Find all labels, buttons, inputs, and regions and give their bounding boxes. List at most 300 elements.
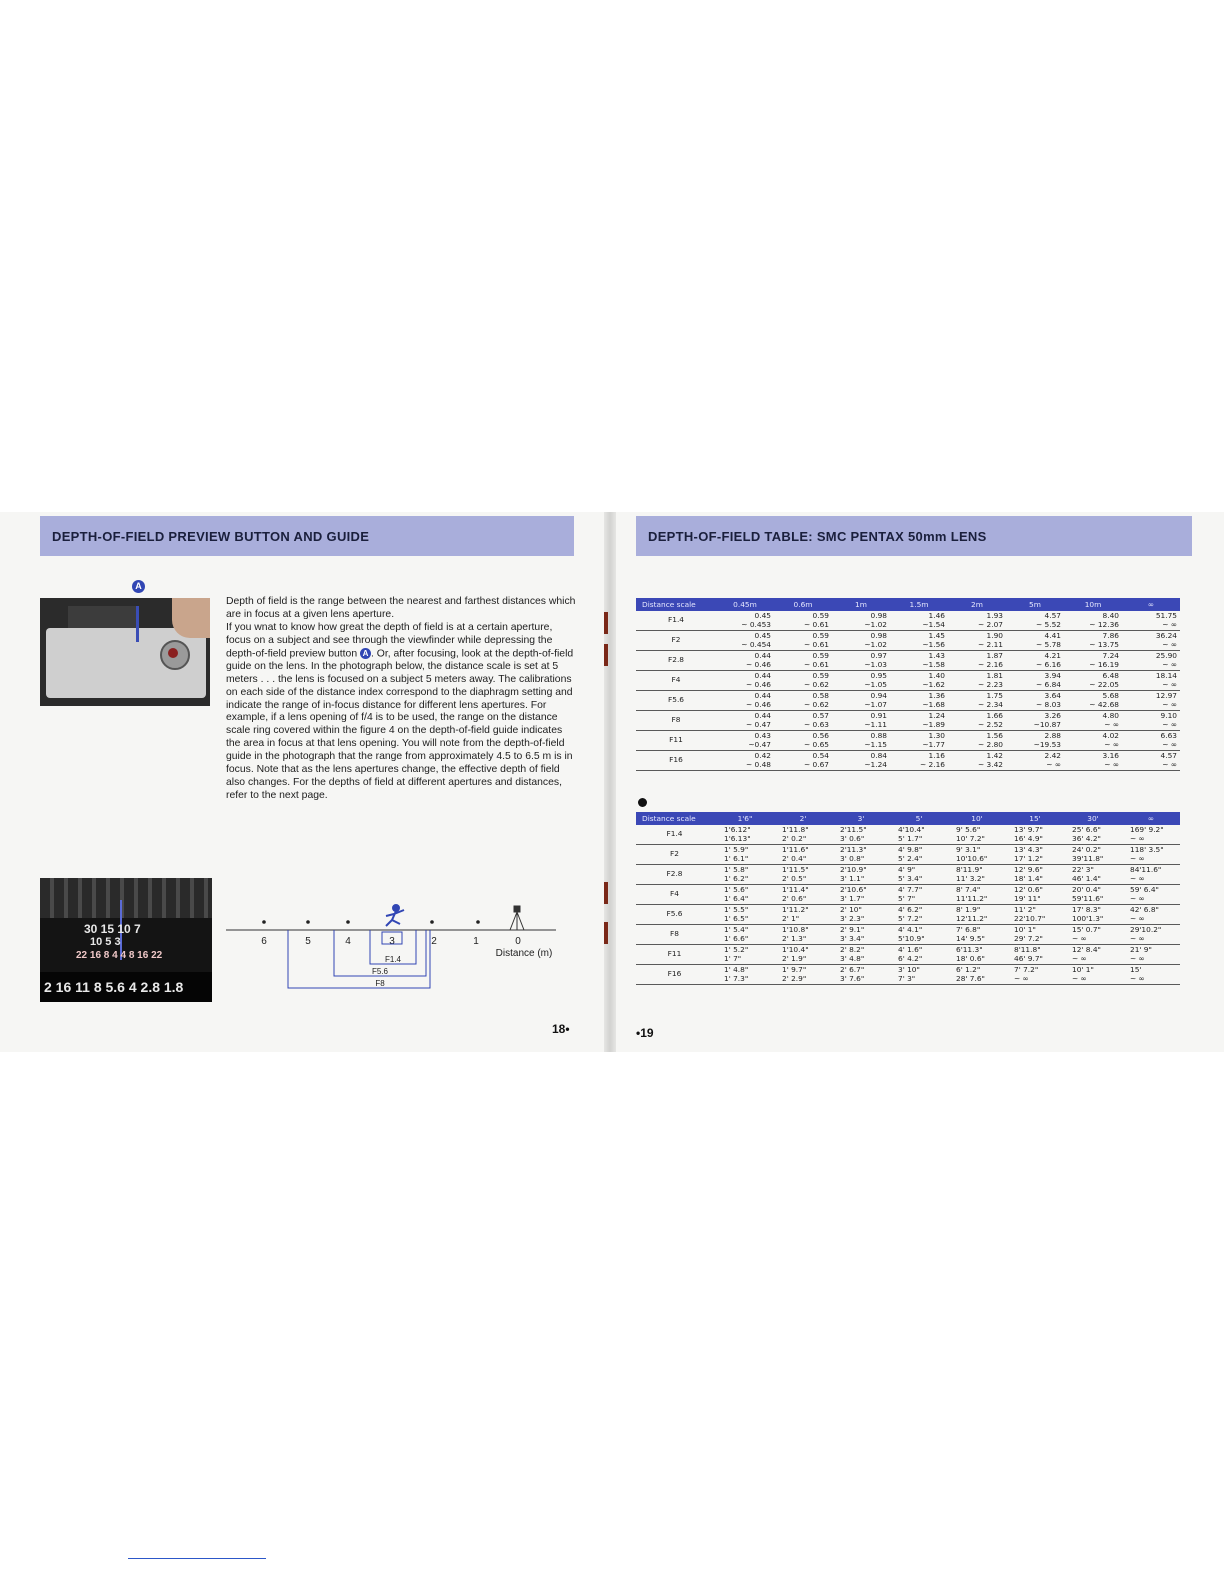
near-limit: 1.90: [986, 631, 1003, 640]
table-row: [636, 611, 1180, 631]
far-limit: ~ 8.03: [1036, 699, 1061, 709]
near-limit: 1' 4.8": [724, 965, 749, 974]
dof-range-cell: [890, 845, 948, 865]
near-limit: 1'11.4": [782, 885, 809, 894]
far-limit: ~ 0.46: [746, 679, 771, 689]
near-limit: 0.44: [754, 711, 771, 720]
far-limit: ~ 16.19: [1089, 659, 1119, 669]
dof-range-cell: [1064, 751, 1122, 771]
near-limit: 1'6.12": [724, 825, 751, 834]
far-limit: ~1.54: [922, 619, 945, 629]
lens-distance-meters: 10 5 3: [90, 936, 121, 948]
near-limit: 1' 5.8": [724, 865, 749, 874]
near-limit: 10' 1": [1072, 965, 1094, 974]
aperture-cell: F5.6: [636, 905, 716, 925]
dof-range-cell: [1006, 925, 1064, 945]
far-limit: 28' 7.6": [956, 973, 985, 983]
near-limit: 59' 6.4": [1130, 885, 1159, 894]
near-limit: 84'11.6": [1130, 865, 1162, 874]
near-limit: 1.56: [986, 731, 1003, 740]
near-limit: 1'11.6": [782, 845, 809, 854]
dof-range-cell: [1064, 865, 1122, 885]
near-limit: 7.86: [1102, 631, 1119, 640]
far-limit: ~ 0.453: [741, 619, 771, 629]
near-limit: 17' 8.3": [1072, 905, 1101, 914]
far-limit: ~ 0.48: [746, 759, 771, 769]
lens-scale-photo: [40, 878, 212, 1002]
far-limit: 1' 7": [724, 953, 742, 963]
dof-range-cell: [832, 885, 890, 905]
dof-range-cell: [1064, 905, 1122, 925]
far-limit: ~ ∞: [1130, 873, 1145, 883]
dof-range-cell: [1064, 925, 1122, 945]
column-header: 5m: [1006, 598, 1064, 611]
near-limit: 6' 1.2": [956, 965, 981, 974]
near-limit: 25' 6.6": [1072, 825, 1101, 834]
far-limit: 5' 7": [898, 893, 916, 903]
near-limit: 1.43: [928, 651, 945, 660]
body-text: [226, 596, 578, 803]
table-row: [636, 845, 1180, 865]
far-limit: ~ 3.42: [978, 759, 1003, 769]
near-limit: 0.59: [812, 631, 829, 640]
column-header: 5': [890, 812, 948, 825]
far-limit: ~ ∞: [1130, 853, 1145, 863]
far-limit: 5' 1.7": [898, 833, 923, 843]
dof-range-cell: [890, 965, 948, 985]
far-limit: ~ ∞: [1130, 953, 1145, 963]
table-row: [636, 905, 1180, 925]
near-limit: 4' 1.6": [898, 945, 923, 954]
near-limit: 0.45: [754, 631, 771, 640]
tick-label: 0: [515, 936, 521, 947]
far-limit: ~1.24: [864, 759, 887, 769]
far-limit: ~ ∞: [1046, 759, 1061, 769]
dof-range-cell: [948, 905, 1006, 925]
far-limit: ~ 2.07: [978, 619, 1003, 629]
far-limit: ~ 12.36: [1089, 619, 1119, 629]
dof-range-cell: [1006, 711, 1064, 731]
table-row: [636, 965, 1180, 985]
dof-range-cell: [1006, 945, 1064, 965]
far-limit: 2' 1.9": [782, 953, 807, 963]
dof-range-cell: [1064, 611, 1122, 631]
dof-range-cell: [1006, 671, 1064, 691]
near-limit: 0.44: [754, 651, 771, 660]
far-limit: 3' 1.7": [840, 893, 865, 903]
near-limit: 4' 6.2": [898, 905, 923, 914]
dof-range-cell: [716, 885, 774, 905]
dof-range-cell: [774, 671, 832, 691]
near-limit: 2' 9.1": [840, 925, 865, 934]
dof-range-cell: [1122, 945, 1180, 965]
dof-range-cell: [1064, 691, 1122, 711]
far-limit: ~ 5.52: [1036, 619, 1061, 629]
table-row: [636, 825, 1180, 845]
dof-range-cell: [890, 651, 948, 671]
near-limit: 5.68: [1102, 691, 1119, 700]
column-header: 2m: [948, 598, 1006, 611]
dof-range-cell: [948, 845, 1006, 865]
near-limit: 11' 2": [1014, 905, 1036, 914]
far-limit: 2' 2.9": [782, 973, 807, 983]
dof-range-cell: [774, 711, 832, 731]
dof-range-cell: [716, 651, 774, 671]
far-limit: 18' 1.4": [1014, 873, 1043, 883]
near-limit: 42' 6.8": [1130, 905, 1159, 914]
marker-a-icon: A: [360, 648, 371, 659]
near-limit: 4.57: [1160, 751, 1177, 760]
dof-range-cell: [716, 751, 774, 771]
near-limit: 4.57: [1044, 611, 1061, 620]
far-limit: 3' 0.6": [840, 833, 865, 843]
dof-range-cell: [774, 651, 832, 671]
near-limit: 2' 6.7": [840, 965, 865, 974]
table-row: [636, 671, 1180, 691]
near-limit: 1.75: [986, 691, 1003, 700]
dof-range-cell: [948, 751, 1006, 771]
aperture-cell: F1.4: [636, 825, 716, 845]
aperture-cell: F8: [636, 711, 716, 731]
near-limit: 2'11.5": [840, 825, 867, 834]
dof-range-cell: [1006, 751, 1064, 771]
dof-range-cell: [774, 825, 832, 845]
near-limit: 1.24: [928, 711, 945, 720]
aperture-cell: F11: [636, 945, 716, 965]
aperture-cell: F2.8: [636, 651, 716, 671]
far-limit: 2' 0.5": [782, 873, 807, 883]
dof-range-cell: [1064, 945, 1122, 965]
dof-range-cell: [1006, 651, 1064, 671]
far-limit: ~ 0.61: [804, 659, 829, 669]
tick-label: 3: [389, 936, 395, 947]
aperture-cell: F1.4: [636, 611, 716, 631]
near-limit: 4.41: [1044, 631, 1061, 640]
dof-range-cell: [832, 691, 890, 711]
aperture-cell: F4: [636, 671, 716, 691]
near-limit: 1' 5.9": [724, 845, 749, 854]
far-limit: ~ ∞: [1104, 739, 1119, 749]
distance-scale-header: Distance scale: [636, 812, 716, 825]
near-limit: 0.57: [812, 711, 829, 720]
far-limit: 2' 0.2": [782, 833, 807, 843]
dof-range-cell: [716, 611, 774, 631]
far-limit: ~19.53: [1033, 739, 1061, 749]
aperture-cell: F11: [636, 731, 716, 751]
aperture-cell: F16: [636, 965, 716, 985]
far-limit: ~ 2.34: [978, 699, 1003, 709]
dof-range-cell: [716, 671, 774, 691]
dof-range-cell: [716, 825, 774, 845]
dof-range-cell: [774, 751, 832, 771]
dof-range-cell: [890, 611, 948, 631]
far-limit: ~ 0.62: [804, 699, 829, 709]
near-limit: 8'11.8": [1014, 945, 1041, 954]
far-limit: ~1.77: [922, 739, 945, 749]
far-limit: ~ ∞: [1162, 739, 1177, 749]
far-limit: 1' 6.6": [724, 933, 749, 943]
dof-range-cell: [890, 825, 948, 845]
far-limit: 22'10.7": [1014, 913, 1046, 923]
dof-range-cell: [774, 691, 832, 711]
dof-range-cell: [1122, 825, 1180, 845]
left-page-title: DEPTH-OF-FIELD PREVIEW BUTTON AND GUIDE: [52, 528, 370, 544]
dof-range-cell: [1006, 905, 1064, 925]
far-limit: ~ ∞: [1162, 659, 1177, 669]
near-limit: 3' 10": [898, 965, 920, 974]
near-limit: 18.14: [1155, 671, 1177, 680]
dof-range-cell: [716, 945, 774, 965]
aperture-cell: F4: [636, 885, 716, 905]
far-limit: ~ 0.46: [746, 699, 771, 709]
near-limit: 2.42: [1044, 751, 1061, 760]
column-header: 1'6": [716, 812, 774, 825]
far-limit: 2' 0.6": [782, 893, 807, 903]
tick-dot: [430, 920, 434, 924]
dof-range-cell: [832, 925, 890, 945]
dof-range-cell: [1064, 631, 1122, 651]
far-limit: ~ 0.61: [804, 639, 829, 649]
dof-range-cell: [1122, 731, 1180, 751]
near-limit: 8' 1.9": [956, 905, 981, 914]
near-limit: 1.81: [986, 671, 1003, 680]
near-limit: 0.98: [870, 611, 887, 620]
dof-range-cell: [774, 885, 832, 905]
lens-aperture-ring: 2 16 11 8 5.6 4 2.8 1.8: [40, 972, 212, 1002]
aperture-cell: F2: [636, 631, 716, 651]
dof-range-cell: [1006, 885, 1064, 905]
dof-range-cell: [948, 825, 1006, 845]
table-row: [636, 711, 1180, 731]
column-header: 30': [1064, 812, 1122, 825]
far-limit: ~ 0.65: [804, 739, 829, 749]
dof-range-cell: [890, 905, 948, 925]
near-limit: 169' 9.2": [1130, 825, 1164, 834]
near-limit: 12' 0.6": [1014, 885, 1043, 894]
preview-button-arrow: [136, 606, 139, 642]
column-header: 2': [774, 812, 832, 825]
dof-range-cell: [774, 865, 832, 885]
far-limit: 39'11.8": [1072, 853, 1104, 863]
near-limit: 1'11.8": [782, 825, 809, 834]
near-limit: 13' 9.7": [1014, 825, 1043, 834]
column-header: 10m: [1064, 598, 1122, 611]
tick-label: 1: [473, 936, 479, 947]
dof-range-cell: [1122, 611, 1180, 631]
near-limit: 2' 8.2": [840, 945, 865, 954]
near-limit: 1.16: [928, 751, 945, 760]
far-limit: ~1.58: [922, 659, 945, 669]
dof-range-cell: [890, 865, 948, 885]
dof-range-cell: [716, 631, 774, 651]
column-header: 3': [832, 812, 890, 825]
far-limit: ~ 22.05: [1089, 679, 1119, 689]
near-limit: 1' 5.6": [724, 885, 749, 894]
dof-range-cell: [716, 925, 774, 945]
near-limit: 1.40: [928, 671, 945, 680]
far-limit: ~ ∞: [1130, 933, 1145, 943]
dof-range-cell: [1006, 611, 1064, 631]
table-row: [636, 885, 1180, 905]
dof-range-cell: [1064, 885, 1122, 905]
dof-range-cell: [832, 845, 890, 865]
near-limit: 7' 7.2": [1014, 965, 1039, 974]
near-limit: 0.98: [870, 631, 887, 640]
near-limit: 9' 5.6": [956, 825, 981, 834]
right-page-title: DEPTH-OF-FIELD TABLE: SMC PENTAX 50mm LENS: [648, 528, 987, 544]
dof-range-cell: [716, 731, 774, 751]
dof-range-cell: [948, 885, 1006, 905]
far-limit: ~1.02: [864, 619, 887, 629]
far-limit: 14' 9.5": [956, 933, 985, 943]
far-limit: ~ ∞: [1104, 719, 1119, 729]
near-limit: 2'10.6": [840, 885, 867, 894]
near-limit: 8.40: [1102, 611, 1119, 620]
near-limit: 21' 9": [1130, 945, 1152, 954]
dof-range-cell: [774, 631, 832, 651]
far-limit: 1' 6.2": [724, 873, 749, 883]
dof-range-cell: [1006, 731, 1064, 751]
column-header: 10': [948, 812, 1006, 825]
near-limit: 0.97: [870, 651, 887, 660]
far-limit: 3' 2.3": [840, 913, 865, 923]
far-limit: 3' 7.6": [840, 973, 865, 983]
dof-range-cell: [890, 711, 948, 731]
near-limit: 1.87: [986, 651, 1003, 660]
far-limit: 29' 7.2": [1014, 933, 1043, 943]
dof-range-cell: [832, 905, 890, 925]
column-header: 1.5m: [890, 598, 948, 611]
dof-range-cell: [948, 945, 1006, 965]
near-limit: 4.02: [1102, 731, 1119, 740]
near-limit: 9.10: [1160, 711, 1177, 720]
near-limit: 0.94: [870, 691, 887, 700]
tick-label: 4: [345, 936, 351, 947]
far-limit: ~ ∞: [1162, 719, 1177, 729]
far-limit: 5' 7.2": [898, 913, 923, 923]
near-limit: 4' 9": [898, 865, 916, 874]
dof-range-cell: [1122, 925, 1180, 945]
dof-range-cell: [948, 865, 1006, 885]
near-limit: 8' 7.4": [956, 885, 981, 894]
dof-range-cell: [774, 925, 832, 945]
dof-range-cell: [948, 671, 1006, 691]
dof-range-cell: [1064, 711, 1122, 731]
near-limit: 3.26: [1044, 711, 1061, 720]
far-limit: ~ 2.16: [920, 759, 945, 769]
near-limit: 36.24: [1155, 631, 1177, 640]
far-limit: ~ 0.46: [746, 659, 771, 669]
paragraph-2: If you wnat to know how great the depth of field is at a certain aperture, focus on a subject and see through the viewfinder while depressing the depth-of-field preview button A . Or, after focusing, look at the depth-of-field guide on the lens. In the photograph below, the distance scale is set at 5 meters . . . the lens is focused on a subject 5 meters away. The calibrations on each side of the distance index correspond to the diaphragm setting and indicate the range of in-focus distance for different lens apertures. For example, if a lens opening of f/4 is to be used, the range on the distance scale ring covered within the figure 4 on the depth-of-field guide indicates the area in focus at that lens opening. You will note from the depth-of-field guide in the photograph that the range from approximately 4.5 to 6.5 m is in focus. Note that as the lens apertures change, the effective depth of field also changes. For the depths of field at different apertures and distances, refer to the next page.: [226, 621, 574, 801]
near-limit: 1' 9.7": [782, 965, 807, 974]
dof-range-cell: [1122, 651, 1180, 671]
tick-dot: [262, 920, 266, 924]
aperture-cell: F2: [636, 845, 716, 865]
far-limit: 3' 4.8": [840, 953, 865, 963]
table-row: [636, 631, 1180, 651]
far-limit: 46' 9.7": [1014, 953, 1043, 963]
far-limit: 5' 3.4": [898, 873, 923, 883]
near-limit: 1'10.4": [782, 945, 809, 954]
far-limit: ~ 42.68: [1089, 699, 1119, 709]
near-limit: 1.66: [986, 711, 1003, 720]
aperture-cell: F8: [636, 925, 716, 945]
far-limit: ~1.62: [922, 679, 945, 689]
far-limit: ~ ∞: [1162, 619, 1177, 629]
far-limit: 12'11.2": [956, 913, 988, 923]
far-limit: 36' 4.2": [1072, 833, 1101, 843]
far-limit: 2' 0.4": [782, 853, 807, 863]
dof-range-cell: [1064, 825, 1122, 845]
far-limit: ~ 5.78: [1036, 639, 1061, 649]
far-limit: ~1.68: [922, 699, 945, 709]
far-limit: 59'11.6": [1072, 893, 1104, 903]
near-limit: 2.88: [1044, 731, 1061, 740]
near-limit: 1.36: [928, 691, 945, 700]
near-limit: 3.94: [1044, 671, 1061, 680]
far-limit: 1' 7.3": [724, 973, 749, 983]
tick-label: 2: [431, 936, 437, 947]
near-limit: 4.80: [1102, 711, 1119, 720]
dof-range-cell: [1122, 711, 1180, 731]
dof-range-cell: [1006, 845, 1064, 865]
footer-rule: [128, 1558, 266, 1559]
near-limit: 7.24: [1102, 651, 1119, 660]
far-limit: ~ 0.63: [804, 719, 829, 729]
dof-range-cell: [832, 751, 890, 771]
far-limit: ~ ∞: [1072, 953, 1087, 963]
near-limit: 2' 10": [840, 905, 862, 914]
near-limit: 6.63: [1160, 731, 1177, 740]
dof-range-cell: [890, 885, 948, 905]
far-limit: ~1.11: [864, 719, 887, 729]
far-limit: ~ 2.16: [978, 659, 1003, 669]
dof-range-cell: [890, 691, 948, 711]
column-header: 0.45m: [716, 598, 774, 611]
column-header: 1m: [832, 598, 890, 611]
dof-range-cell: [1122, 845, 1180, 865]
far-limit: 3' 0.8": [840, 853, 865, 863]
near-limit: 0.44: [754, 691, 771, 700]
far-limit: ~1.05: [864, 679, 887, 689]
far-limit: 7' 3": [898, 973, 916, 983]
near-limit: 0.59: [812, 651, 829, 660]
column-header: 0.6m: [774, 598, 832, 611]
far-limit: 1' 6.1": [724, 853, 749, 863]
far-limit: ~ 0.67: [804, 759, 829, 769]
far-limit: 10' 7.2": [956, 833, 985, 843]
near-limit: 6.48: [1102, 671, 1119, 680]
preview-button-marker: A: [132, 580, 145, 593]
dof-range-cell: [716, 691, 774, 711]
dof-range-cell: [774, 611, 832, 631]
dof-range-cell: [948, 731, 1006, 751]
far-limit: 16' 4.9": [1014, 833, 1043, 843]
near-limit: 0.91: [870, 711, 887, 720]
dof-range-cell: [832, 631, 890, 651]
dof-range-cell: [1122, 691, 1180, 711]
far-limit: ~ ∞: [1072, 933, 1087, 943]
far-limit: ~ 13.75: [1089, 639, 1119, 649]
far-limit: ~1.89: [922, 719, 945, 729]
near-limit: 6'11.3": [956, 945, 983, 954]
far-limit: 2' 1": [782, 913, 800, 923]
dof-range-cell: [1006, 691, 1064, 711]
near-limit: 3.16: [1102, 751, 1119, 760]
table-row: [636, 751, 1180, 771]
near-limit: 1' 5.5": [724, 905, 749, 914]
near-limit: 0.45: [754, 611, 771, 620]
